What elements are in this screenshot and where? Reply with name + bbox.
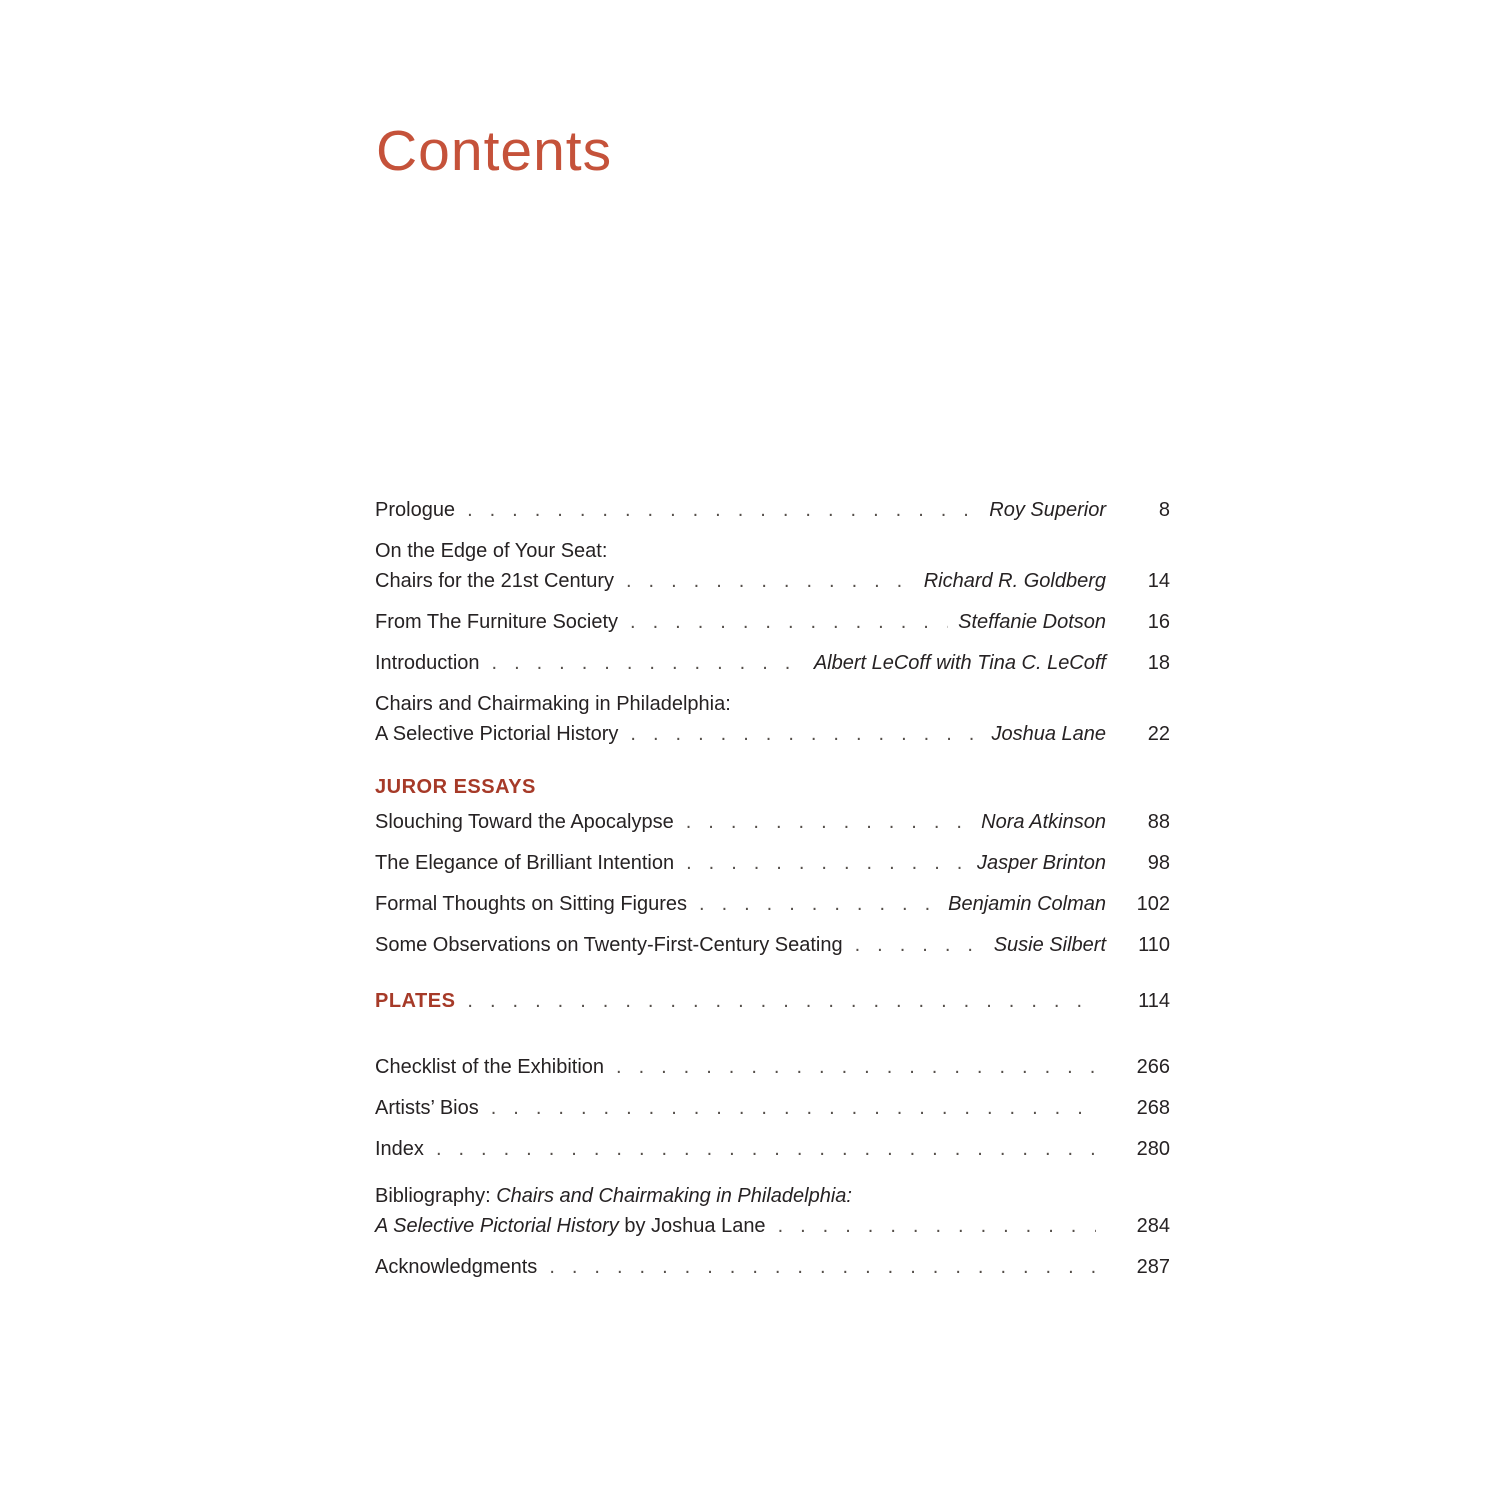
dot-leader <box>630 607 948 637</box>
toc-entry-formal-thoughts <box>375 889 1170 919</box>
toc-entry-page: 266 <box>1136 1056 1170 1078</box>
toc-entry-acknowledgments <box>375 1252 1170 1282</box>
dot-leader <box>467 495 979 525</box>
toc-entry-title: Slouching Toward the Apocalypse <box>375 811 674 833</box>
toc-entry-title: A Selective Pictorial History <box>375 723 619 745</box>
toc-entry-author: Jasper Brinton <box>977 852 1106 874</box>
toc-entry-prologue <box>375 495 1170 525</box>
toc-entry-bibliography-line1 <box>375 1181 1170 1211</box>
toc-entry-chairs-philadelphia-line1: Chairs and Chairmaking in Philadelphia: <box>375 693 731 715</box>
dot-leader <box>699 889 938 919</box>
toc-entry-page: 280 <box>1136 1138 1170 1160</box>
bibliography-book-title-part2: A Selective Pictorial History <box>375 1215 619 1237</box>
toc-entry-author: Benjamin Colman <box>948 893 1106 915</box>
toc-entry-page: 114 <box>1138 990 1170 1012</box>
toc-entry-some-observations <box>375 930 1170 960</box>
toc-entry-title: Index <box>375 1138 424 1160</box>
toc-entry-title: Introduction <box>375 652 480 674</box>
toc-entry-furniture-society <box>375 607 1170 637</box>
toc-entry-chairs-philadelphia <box>375 719 1170 749</box>
toc-entry-title: Checklist of the Exhibition <box>375 1056 605 1078</box>
toc-entry-page: 16 <box>1147 611 1170 633</box>
toc-entry-page: 22 <box>1147 723 1170 745</box>
dot-leader <box>855 930 984 960</box>
toc-entry-title: Artists’ Bios <box>375 1097 479 1119</box>
toc-entry-author: Roy Superior <box>989 499 1106 521</box>
toc-entry-title: Some Observations on Twenty-First-Century Seating <box>375 934 843 956</box>
toc-entry-page: 98 <box>1147 852 1170 874</box>
toc-entry-author: Steffanie Dotson <box>958 611 1106 633</box>
toc-entry-page: 18 <box>1147 652 1170 674</box>
toc-entry-page: 268 <box>1136 1097 1170 1119</box>
page-title: Contents <box>376 119 613 183</box>
dot-leader <box>626 566 914 596</box>
toc-entry-page: 284 <box>1136 1215 1170 1237</box>
dot-leader <box>616 1052 1096 1082</box>
toc-entry-page: 8 <box>1158 499 1170 521</box>
dot-leader <box>686 848 967 878</box>
toc-entry-artists-bios <box>375 1093 1170 1123</box>
toc-entry-page: 102 <box>1136 893 1170 915</box>
dot-leader <box>549 1252 1096 1282</box>
toc-entry-page: 287 <box>1136 1256 1170 1278</box>
toc-entry-introduction <box>375 648 1170 678</box>
toc-entry-title: The Elegance of Brilliant Intention <box>375 852 675 874</box>
dot-leader <box>492 648 804 678</box>
toc-entry-author: Joshua Lane <box>991 723 1106 745</box>
bibliography-book-title-part1: Chairs and Chairmaking in Philadelphia: <box>496 1185 852 1207</box>
dot-leader <box>491 1093 1096 1123</box>
toc-entry-title: Prologue <box>375 499 456 521</box>
toc-entry-page: 14 <box>1147 570 1170 592</box>
toc-entry-title: Acknowledgments <box>375 1256 538 1278</box>
toc-entry-bibliography <box>375 1211 1170 1241</box>
dot-leader <box>686 807 971 837</box>
toc-entry-checklist <box>375 1052 1170 1082</box>
toc-entry-title: From The Furniture Society <box>375 611 619 633</box>
section-heading-juror-essays: JUROR ESSAYS <box>375 776 536 798</box>
toc-entry-elegance <box>375 848 1170 878</box>
toc-entry-author: Richard R. Goldberg <box>923 570 1106 592</box>
toc-entry-author: Albert LeCoff with Tina C. LeCoff <box>813 652 1106 674</box>
toc-entry-index <box>375 1134 1170 1164</box>
toc-entry-title: Chairs for the 21st Century <box>375 570 614 592</box>
toc-entry-author: Nora Atkinson <box>981 811 1106 833</box>
section-heading-plates: PLATES <box>375 990 456 1012</box>
bibliography-byline: by Joshua Lane <box>618 1215 766 1237</box>
bibliography-label: Bibliography: <box>375 1185 497 1207</box>
table-of-contents <box>375 495 1170 1282</box>
dot-leader <box>436 1134 1096 1164</box>
toc-entry-edge-of-seat-line1: On the Edge of Your Seat: <box>375 540 608 562</box>
toc-entry-page: 88 <box>1147 811 1170 833</box>
toc-entry-edge-of-seat <box>375 566 1170 596</box>
dot-leader <box>778 1211 1096 1241</box>
toc-entry-plates <box>375 986 1170 1016</box>
dot-leader <box>467 986 1096 1016</box>
toc-entry-title: Formal Thoughts on Sitting Figures <box>375 893 688 915</box>
toc-entry-page: 110 <box>1138 934 1170 956</box>
dot-leader <box>630 719 981 749</box>
toc-entry-slouching <box>375 807 1170 837</box>
toc-entry-author: Susie Silbert <box>993 934 1106 956</box>
